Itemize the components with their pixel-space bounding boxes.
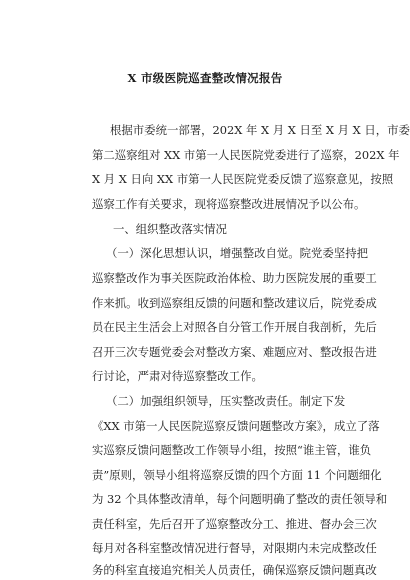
paragraph-3-line-8: 务的科室直接追究相关人员责任，确保巡察反馈问题真改: [92, 563, 377, 577]
paragraph-2-line-3: 作来抓。收到巡察组反馈的问题和整改建议后，院党委成: [92, 296, 377, 310]
paragraph-1-line-1: 根据市委统一部署，202X 年 X 月 X 日至 X 月 X 日，市委: [110, 123, 410, 137]
paragraph-3-line-5: 为 32 个具体整改清单，每个问题明确了整改的责任领导和: [92, 492, 388, 506]
paragraph-2-line-1: （一）深化思想认识，增强整改自觉。院党委坚持把: [106, 246, 368, 260]
paragraph-3-line-7: 每月对各科室整改情况进行督导，对限期内未完成整改任: [92, 541, 377, 555]
paragraph-1-line-2: 第二巡察组对 XX 市第一人民医院党委进行了巡察，202X 年: [92, 148, 400, 162]
paragraph-3-line-4: 责”原则，领导小组将巡察反馈的四个方面 11 个问题细化: [92, 468, 382, 482]
document-title: X 市级医院巡查整改情况报告: [127, 71, 283, 85]
paragraph-1-line-4: 巡察工作有关要求，现将巡察整改进展情况予以公布。: [92, 197, 366, 211]
paragraph-2-line-2: 巡察整改作为事关医院政治体检、助力医院发展的重要工: [92, 271, 377, 285]
section-heading-1: 一、组织整改落实情况: [113, 222, 227, 236]
paragraph-2-line-5: 召开三次专题党委会对整改方案、难题应对、整改报告进: [92, 345, 377, 359]
paragraph-1-line-3: X 月 X 日向 XX 市第一人民医院党委反馈了巡察意见，按照: [92, 172, 394, 186]
paragraph-2-line-6: 行讨论，严肃对待巡察整改工作。: [92, 369, 263, 383]
paragraph-3-line-2: 《XX 市第一人民医院巡察反馈问题整改方案》，成立了落: [92, 419, 380, 433]
paragraph-3-line-1: （二）加强组织领导，压实整改责任。制定下发: [106, 394, 346, 408]
paragraph-2-line-4: 员在民主生活会上对照各自分管工作开展自我剖析，先后: [92, 320, 377, 334]
paragraph-3-line-6: 责任科室，先后召开了巡察整改分工、推进、督办会三次: [92, 517, 377, 531]
paragraph-3-line-3: 实巡察反馈问题整改工作领导小组，按照“谁主管，谁负: [92, 443, 372, 457]
